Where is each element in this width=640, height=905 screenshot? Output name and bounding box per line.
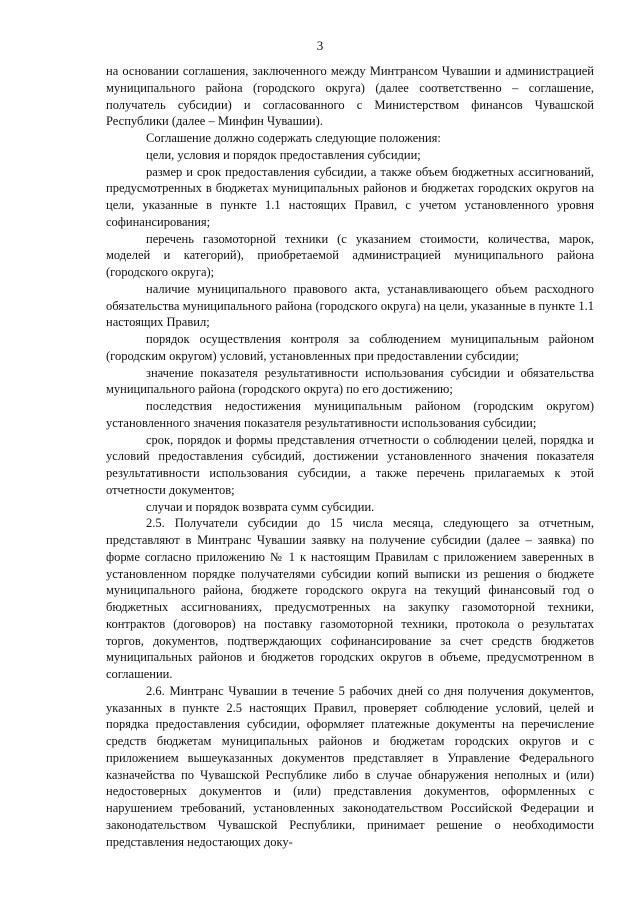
- paragraph: значение показателя результативности использования субсидии и обязательства муниципального района (городского округа) по его достижению;: [106, 365, 594, 397]
- paragraph: 2.5. Получатели субсидии до 15 числа месяца, следующего за отчетным, представляют в Минтранс Чувашии заявку на получение субсидии (далее – заявка) по форме согласно приложению № 1 к настоящим Правилам с приложением заверенных в установленном порядке получателями субсидии копий выписки из решения о бюджете муниципального района, бюджете городского округа на текущий финансовый год о бюджетных ассигнованиях, предусмотренных на закупку газомоторной техники, контрактов (договоров) на поставку газомоторной техники, протокола о результатах торгов, документов, подтверждающих софинансирование за счет средств бюджетов муниципальных районов и бюджетов городских округов в объеме, предусмотренном в соглашении.: [106, 516, 594, 681]
- page-number: 3: [316, 38, 324, 53]
- paragraph: случаи и порядок возврата сумм субсидии.: [146, 499, 375, 514]
- paragraph: перечень газомоторной техники (с указанием стоимости, количества, марок, моделей и категорий), приобретаемой администрацией муниципального района (городского округа);: [106, 231, 594, 279]
- paragraph: 2.6. Минтранс Чувашии в течение 5 рабочих дней со дня получения документов, указанных в пункте 2.5 настоящих Правил, проверяет соблюдение условий, целей и порядка предоставления субсидии, оформляет платежные документы на перечисление средств бюджетам муниципальных районов и бюджетам городских округов и с приложением вышеуказанных документов представляет в Управление Федерального казначейства по Чувашской Республике либо в случае обнаружения неполных и (или) недостоверных документов и (или) представления документов, оформленных с нарушением требований, установленных законодательством Российской Федерации и законодательством Чувашской Республики, принимает решение о необходимости представления недостающих доку-: [106, 683, 594, 849]
- paragraph: последствия недостижения муниципальным районом (городским округом) установленного значения показателя результативности использования субсидии;: [106, 399, 594, 430]
- paragraph: на основании соглашения, заключенного между Минтрансом Чувашии и администрацией муниципального района (городского округа) (далее соответственно – соглашение, получатель субсидии) и согласованного с Министерством финансов Чувашской Республики (далее – Минфин Чувашии).: [106, 64, 594, 129]
- document-body: [106, 63, 594, 850]
- paragraph: цели, условия и порядок предоставления субсидии;: [146, 147, 421, 162]
- paragraph: срок, порядок и формы представления отчетности о соблюдении целей, порядка и условий предоставления субсидий, достижении установленного значения показателя результативности использования субсидии, а также перечень прилагаемых к этой отчетности документов;: [106, 432, 594, 497]
- paragraph: Соглашение должно содержать следующие положения:: [146, 131, 441, 145]
- paragraph: размер и срок предоставления субсидии, а также объем бюджетных ассигнований, предусмотренных в бюджетах муниципальных районов и бюджетах городских округов на цели, указанные в пункте 1.1 настоящих Правил, с учетом установленного уровня софинансирования;: [106, 164, 594, 229]
- paragraph: наличие муниципального правового акта, устанавливающего объем расходного обязательства муниципального района (городского округа) на цели, указанные в пункте 1.1 настоящих Правил;: [106, 281, 594, 330]
- paragraph: порядок осуществления контроля за соблюдением муниципальным районом (городским округом) условий, установленных при предоставлении субсидии;: [106, 332, 594, 363]
